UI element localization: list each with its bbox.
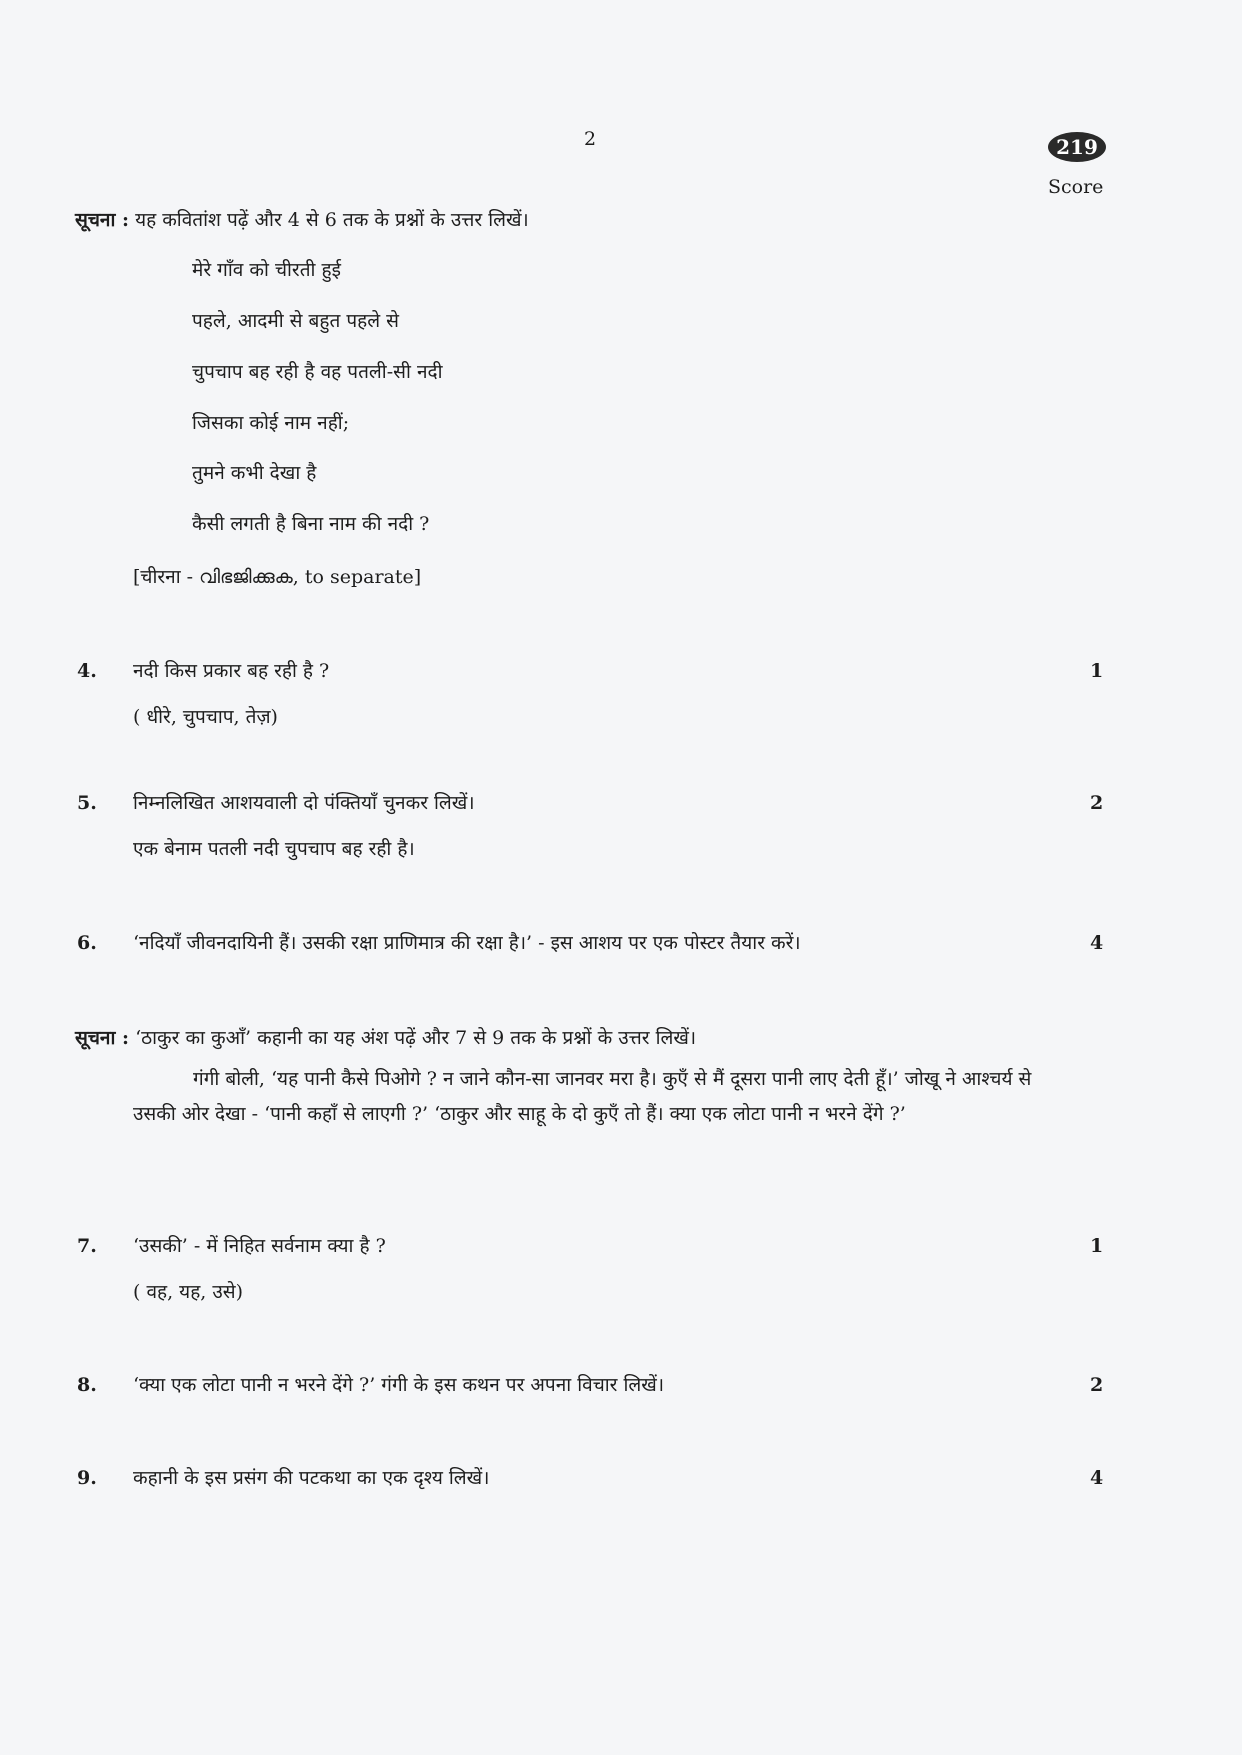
question-number: 5. bbox=[77, 792, 97, 814]
question-options: ( वह, यह, उसे) bbox=[133, 1281, 244, 1303]
question-number: 6. bbox=[77, 932, 97, 954]
question-score: 1 bbox=[1090, 660, 1104, 682]
instruction-text: ‘ठाकुर का कुआँ’ कहानी का यह अंश पढ़ें और 7 से 9 तक के प्रश्नों के उत्तर लिखें। bbox=[135, 1027, 697, 1049]
page-number: 2 bbox=[584, 128, 597, 150]
question-score: 4 bbox=[1090, 932, 1104, 954]
question-score: 2 bbox=[1090, 1374, 1104, 1396]
poem-line: चुपचाप बह रही है वह पतली-सी नदी bbox=[192, 361, 443, 383]
question-sub: एक बेनाम पतली नदी चुपचाप बह रही है। bbox=[133, 838, 415, 860]
question-score: 2 bbox=[1090, 792, 1104, 814]
question-number: 8. bbox=[77, 1374, 97, 1396]
gloss: [चीरना - വിഭജിക്കുക, to separate] bbox=[133, 566, 422, 588]
instruction-text: यह कवितांश पढ़ें और 4 से 6 तक के प्रश्नों के उत्तर लिखें। bbox=[135, 209, 529, 231]
code-badge: 219 bbox=[1048, 132, 1106, 162]
score-label: Score bbox=[1048, 176, 1104, 198]
question-number: 4. bbox=[77, 660, 97, 682]
section1-instruction bbox=[75, 206, 529, 232]
question-text: ‘क्या एक लोटा पानी न भरने देंगे ?’ गंगी के इस कथन पर अपना विचार लिखें। bbox=[133, 1374, 665, 1396]
question-text: नदी किस प्रकार बह रही है ? bbox=[133, 660, 330, 682]
poem-line: जिसका कोई नाम नहीं; bbox=[192, 412, 350, 434]
poem-line: तुमने कभी देखा है bbox=[192, 462, 317, 484]
instruction-label: सूचना : bbox=[75, 209, 130, 231]
story-passage: गंगी बोली, ‘यह पानी कैसे पिओगे ? न जाने कौन-सा जानवर मरा है। कुएँ से मैं दूसरा पानी लाए देती हूँ।’ जोखू ने आश्चर्य से उसकी ओर देखा - ‘पानी कहाँ से लाएगी ?’ ‘ठाकुर और साहू के दो कुएँ तो हैं। क्या एक लोटा पानी न भरने देंगे ?’ bbox=[133, 1068, 1032, 1125]
question-text: कहानी के इस प्रसंग की पटकथा का एक दृश्य लिखें। bbox=[133, 1467, 490, 1489]
question-score: 1 bbox=[1090, 1235, 1104, 1257]
question-options: ( धीरे, चुपचाप, तेज़) bbox=[133, 706, 278, 728]
question-text: ‘उसकी’ - में निहित सर्वनाम क्या है ? bbox=[133, 1235, 386, 1257]
poem-line: पहले, आदमी से बहुत पहले से bbox=[192, 310, 400, 332]
question-text: ‘नदियाँ जीवनदायिनी हैं। उसकी रक्षा प्राणिमात्र की रक्षा है।’ - इस आशय पर एक पोस्टर तैयार करें। bbox=[133, 932, 801, 954]
question-number: 9. bbox=[77, 1467, 97, 1489]
instruction-label: सूचना : bbox=[75, 1027, 130, 1049]
question-score: 4 bbox=[1090, 1467, 1104, 1489]
poem-line: मेरे गाँव को चीरती हुई bbox=[192, 259, 341, 281]
poem-line: कैसी लगती है बिना नाम की नदी ? bbox=[192, 513, 430, 535]
section2-instruction bbox=[75, 1024, 696, 1050]
question-number: 7. bbox=[77, 1235, 97, 1257]
question-text: निम्नलिखित आशयवाली दो पंक्तियाँ चुनकर लिखें। bbox=[133, 792, 475, 814]
